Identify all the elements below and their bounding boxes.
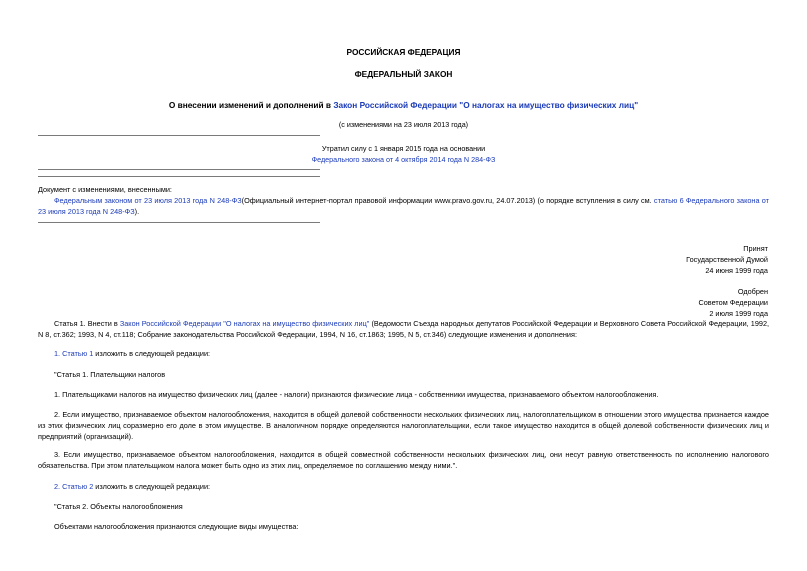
revision-subtitle: (с изменениями на 23 июля 2013 года) bbox=[338, 120, 469, 129]
item-1-rest: изложить в следующей редакции: bbox=[95, 349, 211, 358]
item-2-rest: изложить в следующей редакции: bbox=[95, 482, 211, 491]
article-1-link[interactable]: Статью 1 bbox=[62, 349, 94, 358]
divider bbox=[38, 135, 320, 136]
article-6-link[interactable]: статью 6 Федерального закона от 23 июля 2013 года N 248-ФЗ bbox=[38, 196, 769, 216]
rf-law-link[interactable]: Закон Российской Федерации bbox=[119, 319, 222, 328]
document-title bbox=[38, 99, 769, 111]
divider bbox=[38, 176, 320, 177]
paragraph-4: Объектами налогообложения признаются следующие виды имущества: bbox=[54, 522, 299, 531]
approved-date: 2 июля 1999 года bbox=[709, 309, 768, 318]
changes-source: (Официальный интернет-портал правовой информации www.pravo.gov.ru, 24.07.2013) (о порядке вступления в силу см. bbox=[241, 196, 652, 205]
article-2-title: "Статья 2. Объекты налогообложения bbox=[54, 502, 183, 511]
changes-list bbox=[38, 195, 769, 217]
adopted-body: Государственной Думой bbox=[686, 255, 768, 264]
article-2-link[interactable]: Статью 2 bbox=[62, 482, 94, 491]
article-1-title: "Статья 1. Плательщики налогов bbox=[54, 370, 166, 379]
article-1-pre: Статья 1. Внести в bbox=[54, 319, 118, 328]
item-2-number: 2. bbox=[54, 482, 61, 491]
paragraph-1: 1. Плательщиками налогов на имущество физических лиц (далее - налоги) признаются физические лица - собственники имущества, признаваемого объектом налогообложения. bbox=[54, 390, 659, 399]
law-link[interactable]: Закон Российской Федерации "О налогах на имущество физических лиц" bbox=[333, 100, 639, 110]
divider bbox=[38, 222, 320, 223]
country-heading: РОССИЙСКАЯ ФЕДЕРАЦИЯ bbox=[346, 47, 461, 57]
item-2 bbox=[38, 481, 769, 492]
property-tax-law-link[interactable]: "О налогах на имущество физических лиц" bbox=[223, 319, 370, 328]
changes-intro: Документ с изменениями, внесенными: bbox=[38, 185, 172, 194]
adopted-label: Принят bbox=[743, 244, 768, 253]
amending-law-link[interactable]: Федеральным законом от 23 июля 2013 года N 248-ФЗ bbox=[54, 196, 242, 205]
item-1 bbox=[38, 348, 769, 359]
status-line: Утратил силу с 1 января 2015 года на основании bbox=[321, 144, 486, 153]
divider bbox=[38, 169, 320, 170]
doc-type-heading: ФЕДЕРАЛЬНЫЙ ЗАКОН bbox=[354, 69, 453, 79]
adopted-date: 24 июня 1999 года bbox=[705, 266, 768, 275]
paragraph-2: 2. Если имущество, признаваемое объектом налогообложения, находится в общей долевой собственности нескольких физических лиц, налогоплательщиком в отношении этого имущества признается каждое из этих физических лиц соразмерно его доле в этом имуществе. В аналогичном порядке определяются налогоплательщики, если такое имущество находится в общей долевой собственности физических лиц и предприятий (организаций). bbox=[38, 410, 769, 441]
item-1-number: 1. bbox=[54, 349, 61, 358]
repeal-law-link[interactable]: Федерального закона от 4 октября 2014 года N 284-ФЗ bbox=[311, 155, 496, 164]
title-prefix: О внесении изменений и дополнений в bbox=[168, 100, 332, 110]
approved-body: Советом Федерации bbox=[698, 298, 768, 307]
paragraph-3: 3. Если имущество, признаваемое объектом налогообложения, находится в общей совместной собственности нескольких физических лиц, они несут равную ответственность по исполнению налогового обязательства. При этом плательщиком налога может быть одно из этих лиц, определяемое по соглашению между ними.". bbox=[38, 450, 769, 470]
article-1-rest: (Ведомости Съезда народных депутатов Российской Федерации и Верховного Совета Российской Федерации, 1992, N 8, ст.362; 1993, N 4, ст.118; Собрание законодательства Российской Федерации, 1994, N 16, ст.1863; 1995, N 5, ст.346) следующие изменения и дополнения: bbox=[38, 319, 770, 339]
article-1-paragraph bbox=[38, 318, 769, 340]
changes-end: ). bbox=[134, 207, 140, 216]
approved-label: Одобрен bbox=[737, 287, 768, 296]
